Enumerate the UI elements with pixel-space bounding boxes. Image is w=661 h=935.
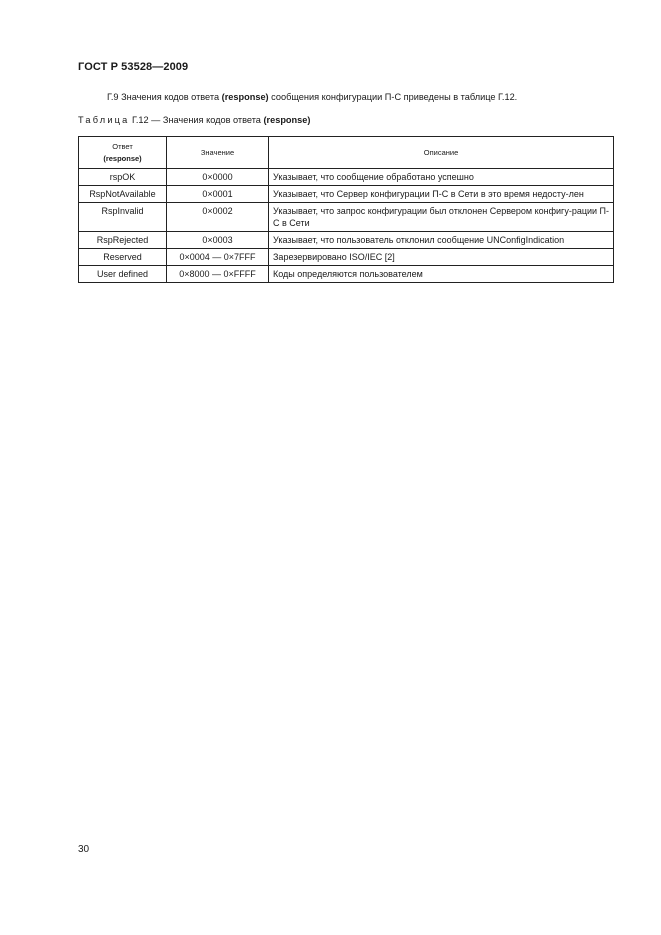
caption-label: Таблица bbox=[78, 115, 130, 125]
header-value: Значение bbox=[167, 137, 269, 169]
cell-value: 0×8000 — 0×FFFF bbox=[167, 266, 269, 283]
table-row bbox=[79, 232, 614, 249]
page-number: 30 bbox=[78, 844, 90, 855]
cell-description: Указывает, что сообщение обработано успешно bbox=[269, 169, 614, 186]
table-row bbox=[79, 266, 614, 283]
cell-value: 0×0004 — 0×7FFF bbox=[167, 249, 269, 266]
header-response-label: Ответ bbox=[112, 141, 133, 151]
table-row bbox=[79, 203, 614, 232]
document-header: ГОСТ Р 53528—2009 bbox=[78, 61, 189, 73]
paragraph-text-after: сообщения конфигурации П-С приведены в таблице Г.12. bbox=[268, 92, 518, 102]
cell-value: 0×0002 bbox=[167, 203, 269, 232]
response-codes-table bbox=[78, 136, 614, 283]
table-row bbox=[79, 169, 614, 186]
cell-response: RspNotAvailable bbox=[79, 186, 167, 203]
cell-description: Коды определяются пользователем bbox=[269, 266, 614, 283]
cell-response: RspRejected bbox=[79, 232, 167, 249]
paragraph-text-before: Г.9 Значения кодов ответа bbox=[107, 92, 222, 102]
table-row bbox=[79, 186, 614, 203]
cell-response: Reserved bbox=[79, 249, 167, 266]
cell-response: RspInvalid bbox=[79, 203, 167, 232]
cell-value: 0×0001 bbox=[167, 186, 269, 203]
header-response-term: (response) bbox=[103, 153, 142, 163]
cell-value: 0×0003 bbox=[167, 232, 269, 249]
intro-paragraph bbox=[107, 92, 517, 102]
caption-text: Г.12 — Значения кодов ответа bbox=[129, 115, 264, 125]
cell-description: Зарезервировано ISO/IEC [2] bbox=[269, 249, 614, 266]
table-caption bbox=[78, 115, 310, 125]
cell-description: Указывает, что Сервер конфигурации П-С в Сети в это время недосту-лен bbox=[269, 186, 614, 203]
cell-response: User defined bbox=[79, 266, 167, 283]
cell-response: rspOK bbox=[79, 169, 167, 186]
table-header-row bbox=[79, 137, 614, 169]
cell-value: 0×0000 bbox=[167, 169, 269, 186]
header-description: Описание bbox=[269, 137, 614, 169]
caption-bold: (response) bbox=[263, 115, 311, 125]
header-response bbox=[79, 137, 167, 169]
cell-description: Указывает, что пользователь отклонил сообщение UNConfigIndication bbox=[269, 232, 614, 249]
table-row bbox=[79, 249, 614, 266]
paragraph-text-bold: (response) bbox=[221, 92, 269, 102]
cell-description: Указывает, что запрос конфигурации был отклонен Сервером конфигу-рации П-С в Сети bbox=[269, 203, 614, 232]
